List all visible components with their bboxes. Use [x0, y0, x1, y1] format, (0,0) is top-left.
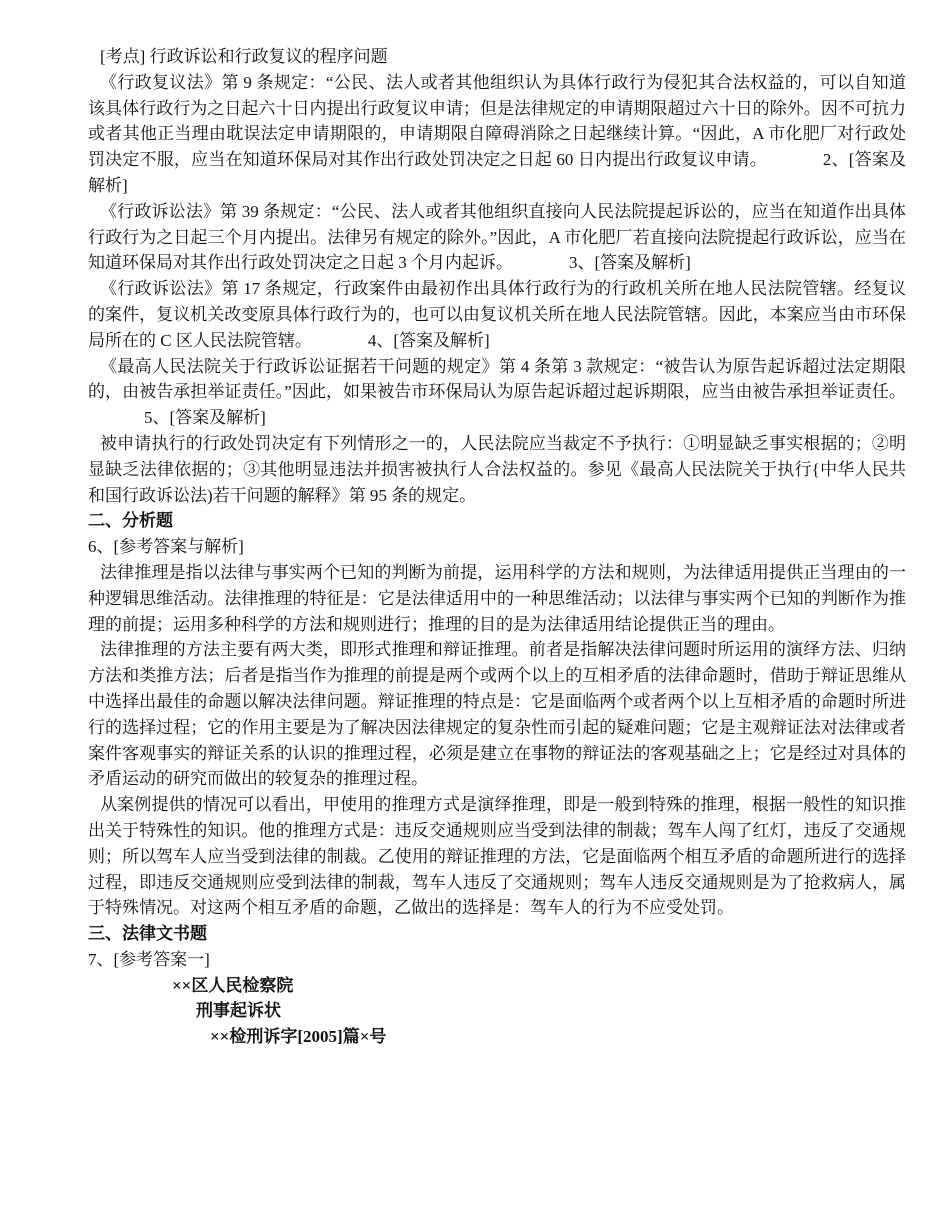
- analysis-paragraph-3: 从案例提供的情况可以看出，甲使用的推理方式是演绎推理，即是一般到特殊的推理，根据一般性的知识推出关于特殊性的知识。他的推理方式是：违反交通规则应当受到法律的制裁；驾车人闯了红灯，违反了交通规则；所以驾车人应当受到法律的制裁。乙使用的辩证推理的方法，它是面临两个相互矛盾的命题所进行的选择过程，即违反交通规则应受到法律的制裁，驾车人违反了交通规则；驾车人违反交通规则是为了抢救病人，属于特殊情况。对这两个相互矛盾的命题，乙做出的选择是：驾车人的行为不应受处罚。: [88, 795, 906, 918]
- section-heading-analysis: 二、分析题: [88, 511, 173, 531]
- answer-2-text: 《行政诉讼法》第 39 条规定：“公民、法人或者其他组织直接向人民法院提起诉讼的，应当在知道作出具体行政行为之日起三个月内提出。法律另有规定的除外。”因此，A 市化肥厂若直接向法院提起行政诉讼，应当在知道环保局对其作出行政处罚决定之日起 3 个月内起诉。: [88, 201, 906, 273]
- analysis-paragraph-1: 法律推理是指以法律与事实两个已知的判断为前提，运用科学的方法和规则，为法律适用提供正当理由的一种逻辑思维活动。法律推理的特征是：它是法律适用中的一种思维活动；以法律与事实两个已知的判断作为推理的前提；运用多种科学的方法和规则进行；推理的目的是为法律适用结论提供正当的理由。: [88, 562, 906, 634]
- answer-5-heading: 5、[答案及解析]: [144, 408, 266, 428]
- section-heading-legal-document: 三、法律文书题: [88, 924, 207, 944]
- answer-4-heading: 4、[答案及解析]: [367, 330, 490, 350]
- answer-3-text: 《行政诉讼法》第 17 条规定，行政案件由最初作出具体行政行为的行政机关所在地人民法院管辖。经复议的案件，复议机关改变原具体行政行为的，也可以由复议机关所在地人民法院管辖。因此，本案应当由市环保局所在的 C 区人民法院管辖。: [88, 279, 906, 350]
- case-number: ××检刑诉字[2005]篇×号: [210, 1027, 387, 1047]
- answer-2-paragraph: [88, 199, 906, 276]
- answer-4-text: 《最高人民法院关于行政诉讼证据若干问题的规定》第 4 条第 3 款规定：“被告认为原告起诉超过法定期限的，由被告承担举证责任。”因此，如果被告市环保局认为原告起诉超过起诉期限，应当由被告承担举证责任。: [88, 356, 906, 402]
- answer-5-paragraph: 被申请执行的行政处罚决定有下列情形之一的，人民法院应当裁定不予执行：①明显缺乏事实根据的；②明显缺乏法律依据的；③其他明显违法并损害被执行人合法权益的。参见《最高人民法院关于执行{中华人民共和国行政诉讼法)若干问题的解释》第 95 条的规定。: [88, 433, 906, 505]
- exam-point-line: [考点] 行政诉讼和行政复议的程序问题: [100, 47, 388, 66]
- answer-6-heading: 6、[参考答案与解析]: [88, 537, 244, 557]
- document-page: [88, 44, 906, 1050]
- procuratorate-name: ××区人民检察院: [172, 975, 294, 995]
- indictment-title: 刑事起诉状: [196, 1001, 281, 1021]
- analysis-paragraph-2: 法律推理的方法主要有两大类，即形式推理和辩证推理。前者是指解决法律问题时所运用的演绎方法、归纳方法和类推方法；后者是指当作为推理的前提是两个或两个以上的互相矛盾的法律命题时，借助于辩证思维从中选择出最佳的命题以解决法律问题。辩证推理的特点是：它是面临两个或者两个以上互相矛盾的命题时所进行的选择过程；它的作用主要是为了解决因法律规定的复杂性而引起的疑难问题；它是主观辩证法对法律或者案件客观事实的辩证关系的认识的推理过程，必须是建立在事物的辩证法的客观基础之上；它是经过对具体的矛盾运动的研究而做出的较复杂的推理过程。: [88, 640, 906, 789]
- answer-1-text: 《行政复议法》第 9 条规定：“公民、法人或者其他组织认为具体行政行为侵犯其合法权益的，可以自知道该具体行政行为之日起六十日内提出行政复议申请；但是法律规定的申请期限超过六十日的除外。因不可抗力或者其他正当理由耽误法定申请期限的，申请期限自障碍消除之日起继续计算。“因此，A 市化肥厂对行政处罚决定不服，应当在知道环保局对其作出行政处罚决定之日起 60 日内提出行政复议申请。: [88, 72, 906, 170]
- answer-2-heading: 2、[答案及解析]: [88, 150, 906, 195]
- answer-7-heading: 7、[参考答案一]: [88, 949, 210, 969]
- answer-3-paragraph: [88, 276, 906, 353]
- answer-1-paragraph: [88, 70, 906, 199]
- answer-3-heading: 3、[答案及解析]: [569, 253, 691, 273]
- answer-4-paragraph: [88, 354, 906, 431]
